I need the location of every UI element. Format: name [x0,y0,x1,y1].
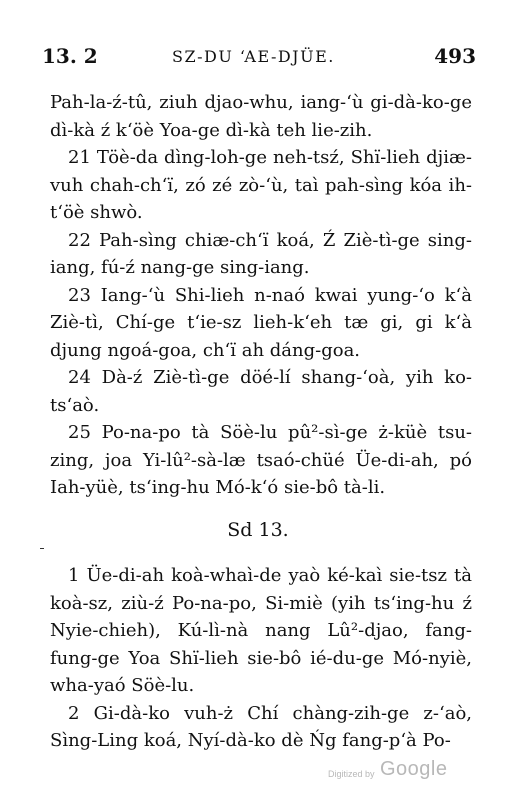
print-speck [40,548,44,549]
digitized-watermark [320,758,470,786]
section-heading: Sd 13. [227,519,289,541]
chapter-verse-ref: 13. 2 [42,44,98,68]
verse-paragraph: 1 Üe-di-ah koà-whaì-de yaò ké-kaì sie-tsz tà koà-sz, ziù-ź Po-na-po, Si-miè (yih ts‘ing-hu ź Nyie-chieh), Kú-lì-nà nang Lû²-djao, fang-fung-ge Yoa Shï-lieh sie-bô ié-du-ge Mó-nyiè, wha-yaó Söè-lu. [50,565,472,696]
running-header [42,44,476,68]
verse-paragraph: 24 Dà-ź Ziè-tì-ge döé-lí shang-‘oà, yih ko-ts‘aò. [50,367,472,416]
text-block-new-chapter [50,562,472,755]
verse-paragraph: 2 Gi-dà-ko vuh-ż Chí chàng-zih-ge z-‘aò, Sìng-Ling koá, Nyí-dà-ko dè Ńg fang-p‘à Po- [50,702,472,751]
verse-paragraph: 25 Po-na-po tà Söè-lu pû²-sì-ge ż-küè tsu-zing, joa Yi-lû²-sà-læ tsaó-chüé Üe-di-ah, pó Iah-yüè, ts‘ing-hu Mó-k‘ó sie-bô tà-li. [50,422,472,498]
verse-paragraph: 21 Töè-da dìng-loh-ge neh-tsź, Shï-lieh djiæ-vuh chah-ch‘ï, zó zé zò-‘ù, taì pah-sìng kóa ih-t‘öè shwò. [50,147,472,223]
verse-paragraph: Pah-la-ź-tû, ziuh djao-whu, iang-‘ù gi-dà-ko-ge dì-kà ź k‘öè Yoa-ge dì-kà teh lie-zih. [50,92,472,141]
verse-paragraph: 22 Pah-sìng chiæ-ch‘ï koá, Ź Ziè-tì-ge sing-iang, fú-ź nang-ge sing-iang. [50,229,472,278]
watermark-caption: Digitized by [328,769,375,779]
text-block-continuation [50,89,472,502]
running-title: SZ-DU ‘AE-DJÜE. [172,47,335,66]
page-number: 493 [434,44,476,68]
google-logo: Google [380,758,448,780]
verse-paragraph: 23 Iang-‘ù Shi-lieh n-naó kwai yung-‘o k‘à Ziè-tì, Chí-ge t‘ie-sz lieh-k‘eh tæ gi, gi k‘à djung ngoá-goa, ch‘ï ah dáng-goa. [50,284,472,361]
